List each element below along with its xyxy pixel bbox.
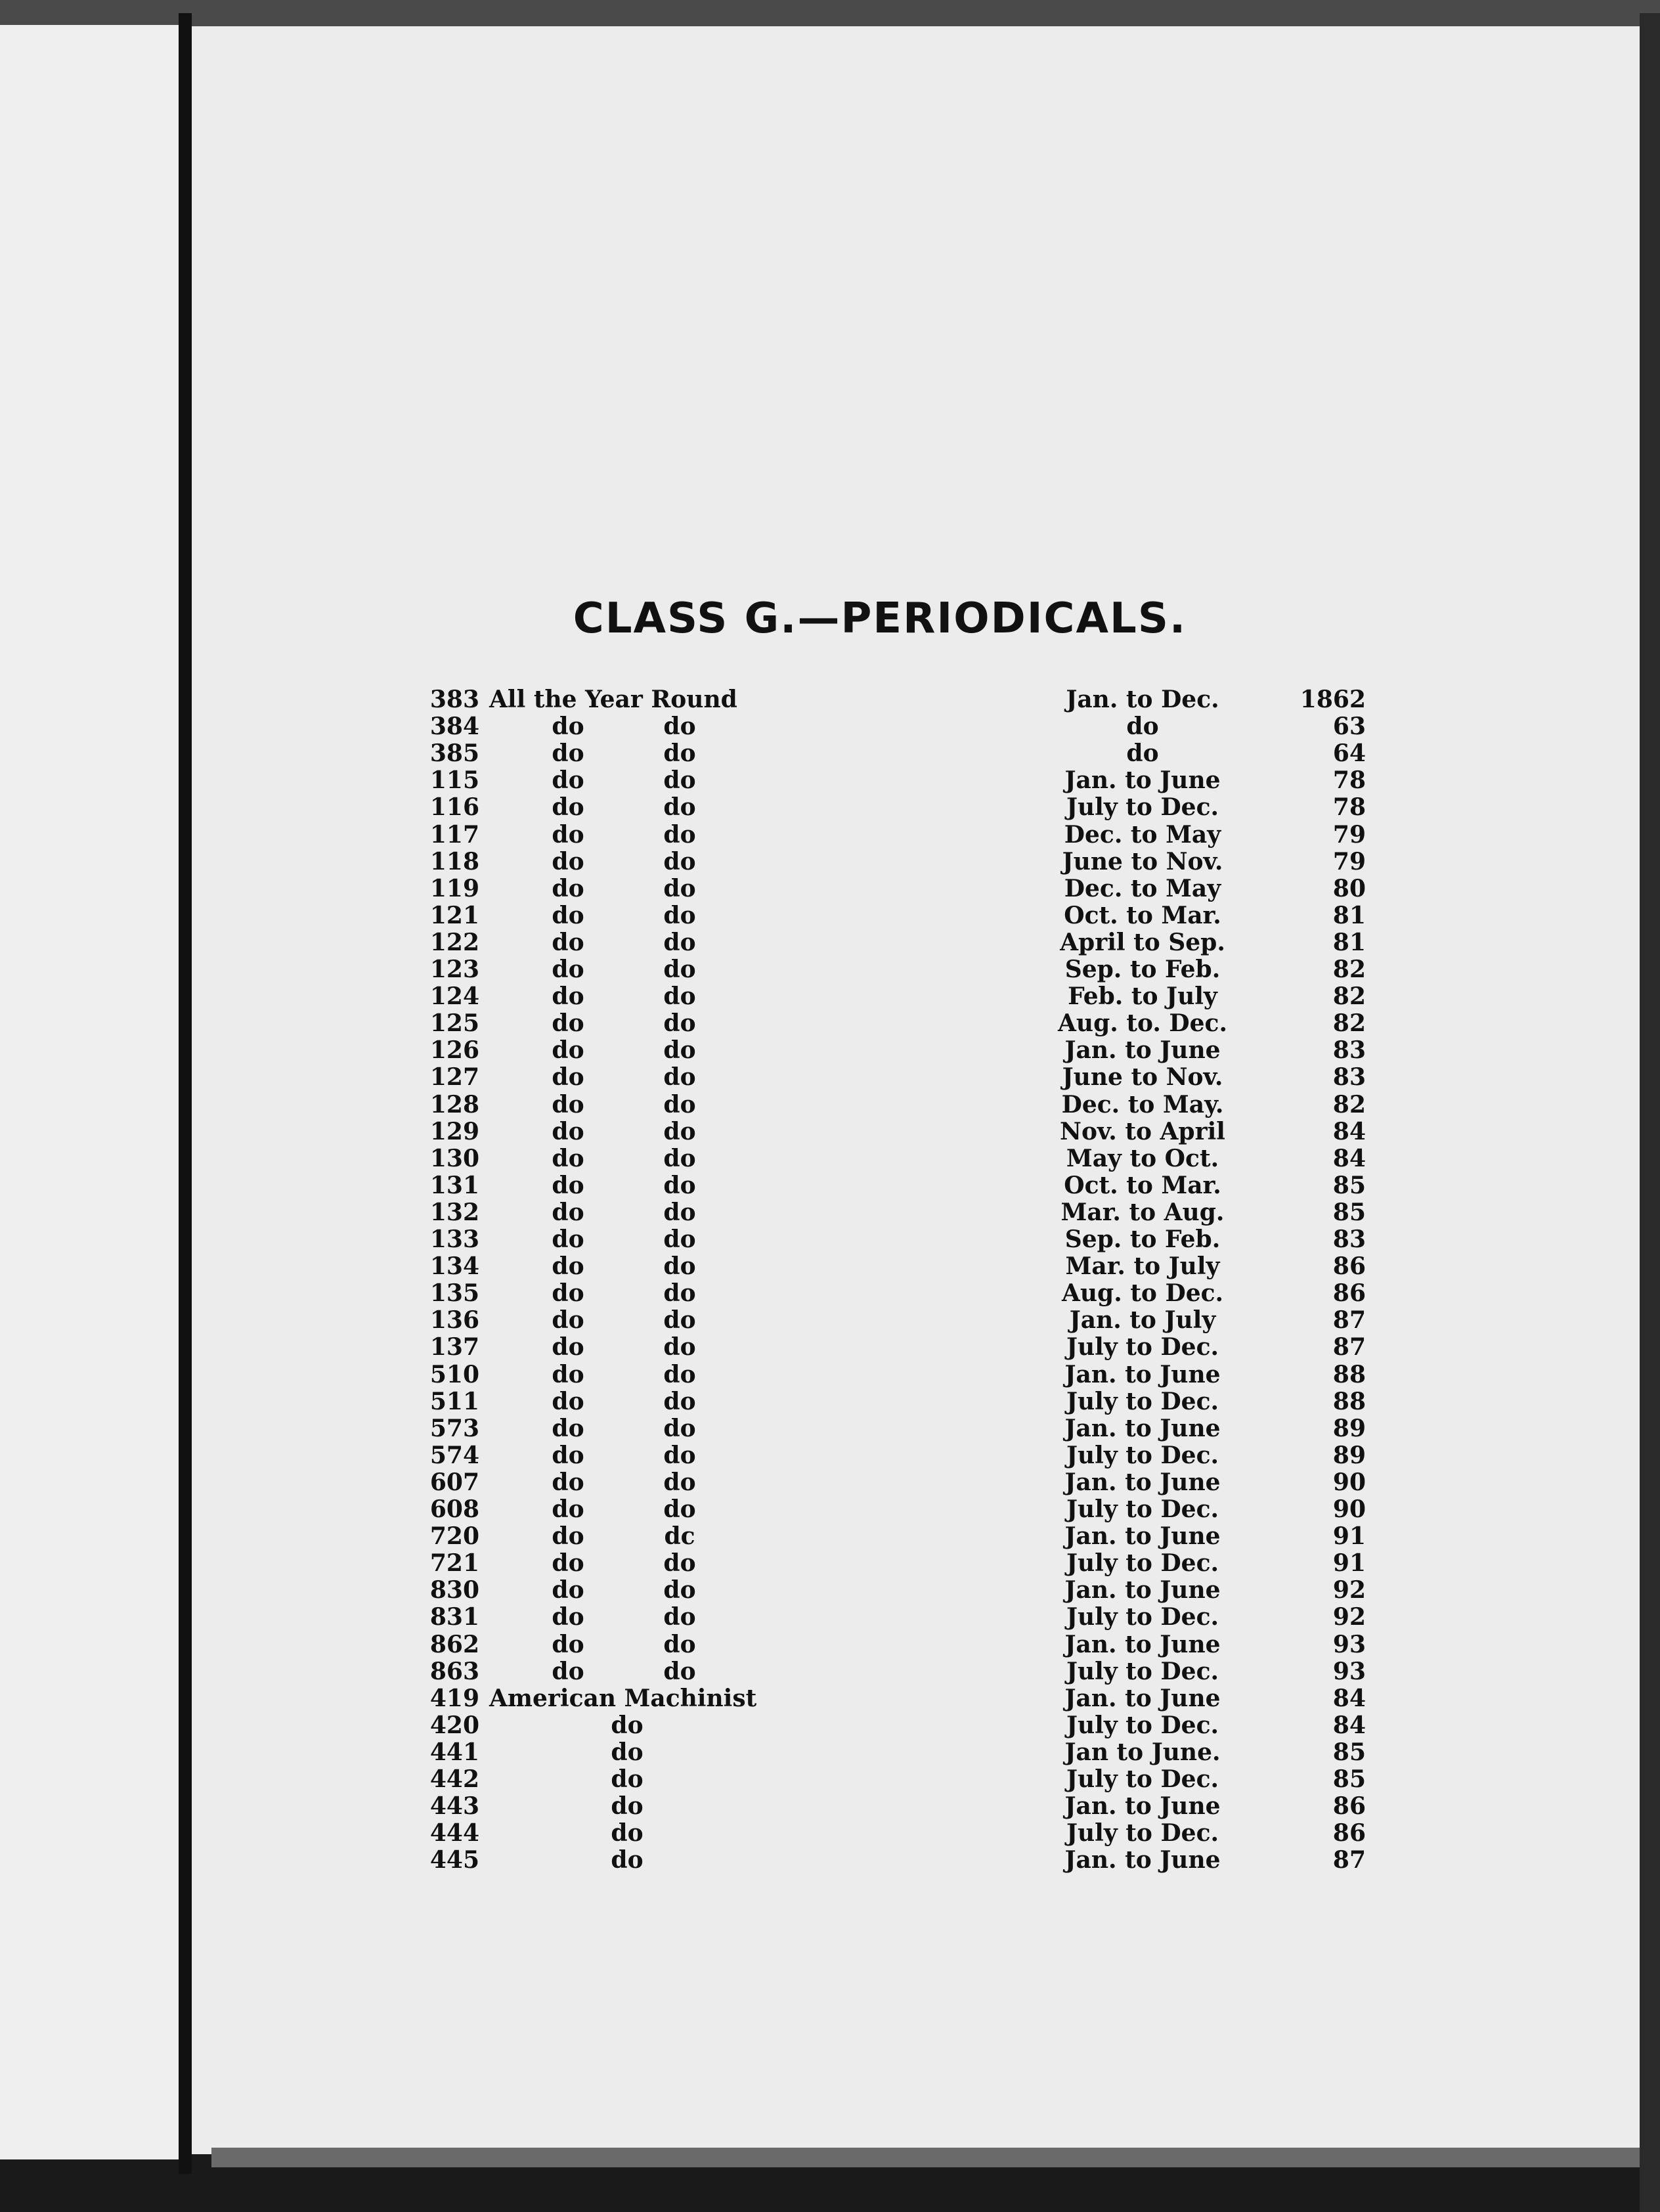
- periodical-title: do: [611, 1846, 644, 1874]
- date-range: July to Dec.: [1066, 1603, 1219, 1631]
- list-item: [0, 902, 1660, 929]
- volume-number: 419: [429, 1685, 479, 1712]
- year: 82: [1332, 956, 1366, 983]
- year: 85: [1332, 1765, 1366, 1793]
- date-range: do: [1126, 740, 1159, 767]
- ditto-mark: do: [552, 1252, 584, 1280]
- ditto-mark: do: [552, 1091, 584, 1118]
- ditto-mark: do: [663, 1658, 696, 1685]
- year: 85: [1332, 1172, 1366, 1199]
- year: 83: [1332, 1063, 1366, 1091]
- date-range: July to Dec.: [1066, 1819, 1219, 1847]
- ditto-mark: do: [552, 956, 584, 983]
- year: 82: [1332, 1091, 1366, 1118]
- ditto-mark: do: [552, 1549, 584, 1577]
- year: 91: [1332, 1522, 1366, 1550]
- periodical-title: do: [611, 1819, 644, 1847]
- year: 85: [1332, 1199, 1366, 1226]
- volume-number: 128: [429, 1091, 479, 1118]
- date-range: Oct. to Mar.: [1064, 1172, 1221, 1199]
- year: 92: [1332, 1603, 1366, 1631]
- year: 90: [1332, 1469, 1366, 1496]
- ditto-mark: do: [552, 929, 584, 956]
- ditto-mark: do: [552, 740, 584, 767]
- list-item: [0, 875, 1660, 902]
- ditto-mark: do: [663, 1603, 696, 1631]
- date-range: Jan. to June: [1064, 1361, 1221, 1388]
- volume-number: 117: [429, 821, 479, 849]
- ditto-mark: do: [552, 1522, 584, 1550]
- ditto-mark: do: [663, 1333, 696, 1361]
- date-range: July to Dec.: [1066, 1549, 1219, 1577]
- list-item: [0, 1280, 1660, 1307]
- ditto-mark: do: [552, 1442, 584, 1469]
- ditto-mark: do: [663, 1306, 696, 1334]
- year: 80: [1332, 875, 1366, 902]
- list-item: [0, 1496, 1660, 1523]
- volume-number: 136: [429, 1306, 479, 1334]
- list-item: [0, 1064, 1660, 1091]
- ditto-mark: do: [552, 1415, 584, 1442]
- list-item: [0, 849, 1660, 875]
- year: 79: [1332, 848, 1366, 875]
- year: 86: [1332, 1819, 1366, 1847]
- ditto-mark: do: [663, 713, 696, 740]
- date-range: July to Dec.: [1066, 1712, 1219, 1739]
- ditto-mark: do: [552, 1306, 584, 1334]
- periodical-title: do: [611, 1792, 644, 1820]
- list-item: [0, 1577, 1660, 1604]
- volume-number: 119: [429, 875, 479, 902]
- ditto-mark: do: [663, 1495, 696, 1523]
- ditto-mark: do: [663, 983, 696, 1010]
- ditto-mark: do: [663, 875, 696, 902]
- ditto-mark: do: [552, 1388, 584, 1415]
- date-range: Jan. to June: [1064, 1469, 1221, 1496]
- date-range: Jan. to June: [1064, 766, 1221, 794]
- list-item: [0, 1739, 1660, 1766]
- list-item: [0, 686, 1660, 713]
- date-range: Feb. to July: [1068, 983, 1217, 1010]
- list-item: [0, 1793, 1660, 1820]
- ditto-mark: do: [552, 766, 584, 794]
- date-range: Jan. to June: [1064, 1631, 1221, 1658]
- list-item: [0, 929, 1660, 956]
- volume-number: 441: [429, 1738, 479, 1766]
- ditto-mark: do: [663, 1063, 696, 1091]
- periodical-title: do: [611, 1738, 644, 1766]
- date-range: Nov. to April: [1060, 1118, 1225, 1145]
- volume-number: 445: [429, 1846, 479, 1874]
- year: 84: [1332, 1118, 1366, 1145]
- ditto-mark: do: [663, 1091, 696, 1118]
- year: 78: [1332, 766, 1366, 794]
- volume-number: 125: [429, 1009, 479, 1037]
- list-item: [0, 1631, 1660, 1658]
- ditto-mark: do: [663, 1118, 696, 1145]
- list-item: [0, 1712, 1660, 1739]
- date-range: Aug. to Dec.: [1061, 1279, 1224, 1307]
- date-range: Sep. to Feb.: [1064, 956, 1221, 983]
- ditto-mark: do: [552, 1279, 584, 1307]
- ditto-mark: do: [663, 1226, 696, 1253]
- year: 85: [1332, 1738, 1366, 1766]
- ditto-mark: do: [663, 848, 696, 875]
- year: 84: [1332, 1685, 1366, 1712]
- year: 87: [1332, 1306, 1366, 1334]
- year: 93: [1332, 1631, 1366, 1658]
- year: 93: [1332, 1658, 1366, 1685]
- ditto-mark: do: [552, 848, 584, 875]
- list-item: [0, 1361, 1660, 1388]
- date-range: Jan. to June: [1064, 1792, 1221, 1820]
- year: 86: [1332, 1792, 1366, 1820]
- list-item: [0, 1145, 1660, 1172]
- volume-number: 121: [429, 902, 479, 929]
- ditto-mark: do: [663, 793, 696, 821]
- date-range: Jan. to June: [1064, 1415, 1221, 1442]
- year: 81: [1332, 902, 1366, 929]
- date-range: July to Dec.: [1066, 1765, 1219, 1793]
- year: 87: [1332, 1846, 1366, 1874]
- volume-number: 122: [429, 929, 479, 956]
- list-item: [0, 1307, 1660, 1334]
- ditto-mark: do: [663, 821, 696, 849]
- list-item: [0, 1334, 1660, 1361]
- year: 63: [1332, 713, 1366, 740]
- list-item: [0, 1442, 1660, 1469]
- volume-number: 830: [429, 1576, 479, 1604]
- list-item: [0, 1766, 1660, 1793]
- date-range: Mar. to July: [1065, 1252, 1220, 1280]
- ditto-mark: do: [552, 1118, 584, 1145]
- ditto-mark: do: [552, 793, 584, 821]
- ditto-mark: do: [552, 1063, 584, 1091]
- ditto-mark: do: [552, 1199, 584, 1226]
- ditto-mark: do: [663, 1036, 696, 1064]
- volume-number: 444: [429, 1819, 479, 1847]
- ditto-mark: do: [663, 1415, 696, 1442]
- ditto-mark: do: [663, 1631, 696, 1658]
- ditto-mark: do: [663, 1172, 696, 1199]
- volume-number: 831: [429, 1603, 479, 1631]
- ditto-mark: do: [552, 1036, 584, 1064]
- volume-number: 123: [429, 956, 479, 983]
- periodical-title: do: [611, 1712, 644, 1739]
- date-range: July to Dec.: [1066, 793, 1219, 821]
- year: 79: [1332, 821, 1366, 849]
- ditto-mark: do: [663, 1279, 696, 1307]
- volume-number: 510: [429, 1361, 479, 1388]
- page-title: CLASS G.—PERIODICALS.: [573, 594, 1187, 643]
- ditto-mark: do: [663, 1388, 696, 1415]
- date-range: June to Nov.: [1062, 1063, 1223, 1091]
- volume-number: 863: [429, 1658, 479, 1685]
- ditto-mark: do: [552, 1172, 584, 1199]
- ditto-mark: do: [663, 1361, 696, 1388]
- ditto-mark: do: [552, 1658, 584, 1685]
- periodical-title: All the Year Round: [489, 686, 737, 713]
- list-item: [0, 740, 1660, 767]
- volume-number: 721: [429, 1549, 479, 1577]
- ditto-mark: do: [663, 956, 696, 983]
- date-range: July to Dec.: [1066, 1388, 1219, 1415]
- volume-number: 130: [429, 1145, 479, 1172]
- list-item: [0, 1037, 1660, 1064]
- date-range: Jan. to June: [1064, 1846, 1221, 1874]
- ditto-mark: do: [552, 1603, 584, 1631]
- volume-number: 862: [429, 1631, 479, 1658]
- year: 78: [1332, 793, 1366, 821]
- list-item: [0, 1388, 1660, 1415]
- volume-number: 126: [429, 1036, 479, 1064]
- ditto-mark: do: [552, 1361, 584, 1388]
- volume-number: 383: [429, 686, 479, 713]
- date-range: Jan. to June: [1064, 1576, 1221, 1604]
- ditto-mark: do: [552, 1469, 584, 1496]
- list-item: [0, 1820, 1660, 1847]
- date-range: July to Dec.: [1066, 1658, 1219, 1685]
- date-range: April to Sep.: [1060, 929, 1225, 956]
- periodical-title: do: [611, 1765, 644, 1793]
- volume-number: 115: [429, 766, 479, 794]
- ditto-mark: do: [552, 875, 584, 902]
- ditto-mark: do: [552, 821, 584, 849]
- date-range: Jan. to June: [1064, 1036, 1221, 1064]
- ditto-mark: do: [663, 1549, 696, 1577]
- volume-number: 132: [429, 1199, 479, 1226]
- date-range: Dec. to May.: [1061, 1091, 1224, 1118]
- ditto-mark: do: [552, 1631, 584, 1658]
- ditto-mark: do: [663, 1199, 696, 1226]
- date-range: Jan. to June: [1064, 1522, 1221, 1550]
- ditto-mark: do: [663, 740, 696, 767]
- ditto-mark: do: [663, 1252, 696, 1280]
- list-item: [0, 1658, 1660, 1685]
- list-item: [0, 1685, 1660, 1712]
- volume-number: 511: [429, 1388, 479, 1415]
- volume-number: 135: [429, 1279, 479, 1307]
- volume-number: 574: [429, 1442, 479, 1469]
- volume-number: 127: [429, 1063, 479, 1091]
- volume-number: 442: [429, 1765, 479, 1793]
- volume-number: 131: [429, 1172, 479, 1199]
- ditto-mark: do: [663, 1576, 696, 1604]
- year: 88: [1332, 1361, 1366, 1388]
- volume-number: 137: [429, 1333, 479, 1361]
- year: 86: [1332, 1252, 1366, 1280]
- date-range: Jan. to Dec.: [1066, 686, 1219, 713]
- volume-number: 607: [429, 1469, 479, 1496]
- year: 84: [1332, 1712, 1366, 1739]
- date-range: July to Dec.: [1066, 1333, 1219, 1361]
- volume-number: 608: [429, 1495, 479, 1523]
- scan-top-edge: [0, 0, 1660, 26]
- year: 89: [1332, 1415, 1366, 1442]
- year: 92: [1332, 1576, 1366, 1604]
- date-range: July to Dec.: [1066, 1495, 1219, 1523]
- list-item: [0, 1010, 1660, 1037]
- ditto-mark: do: [552, 1333, 584, 1361]
- date-range: Jan to June.: [1064, 1738, 1221, 1766]
- volume-number: 720: [429, 1522, 479, 1550]
- ditto-mark: do: [552, 1009, 584, 1037]
- volume-number: 133: [429, 1226, 479, 1253]
- volume-number: 385: [429, 740, 479, 767]
- ditto-mark: do: [552, 713, 584, 740]
- list-item: [0, 1092, 1660, 1118]
- ditto-mark: do: [663, 1469, 696, 1496]
- list-item: [0, 983, 1660, 1010]
- date-range: July to Dec.: [1066, 1442, 1219, 1469]
- ditto-mark: do: [663, 1145, 696, 1172]
- ditto-mark: do: [552, 983, 584, 1010]
- ditto-mark: do: [663, 766, 696, 794]
- date-range: Jan. to June: [1064, 1685, 1221, 1712]
- list-item: [0, 956, 1660, 983]
- ditto-mark: do: [552, 1226, 584, 1253]
- year: 84: [1332, 1145, 1366, 1172]
- list-item: [0, 767, 1660, 794]
- list-item: [0, 1604, 1660, 1631]
- year: 64: [1332, 740, 1366, 767]
- year: 81: [1332, 929, 1366, 956]
- volume-number: 443: [429, 1792, 479, 1820]
- list-item: [0, 1523, 1660, 1550]
- ditto-mark: do: [663, 929, 696, 956]
- volume-number: 134: [429, 1252, 479, 1280]
- list-item: [0, 1415, 1660, 1442]
- ditto-mark: do: [663, 1442, 696, 1469]
- periodical-title: American Machinist: [489, 1685, 757, 1712]
- ditto-mark: do: [663, 1009, 696, 1037]
- ditto-mark: do: [552, 902, 584, 929]
- list-item: [0, 1253, 1660, 1280]
- ditto-mark: do: [663, 902, 696, 929]
- list-item: [0, 1469, 1660, 1496]
- date-range: June to Nov.: [1062, 848, 1223, 875]
- volume-number: 573: [429, 1415, 479, 1442]
- page-bottom-shadow: [211, 2148, 1640, 2167]
- list-item: [0, 1118, 1660, 1145]
- date-range: Sep. to Feb.: [1064, 1226, 1221, 1253]
- list-item: [0, 1550, 1660, 1577]
- date-range: Dec. to May: [1064, 875, 1221, 902]
- year: 82: [1332, 1009, 1366, 1037]
- year: 89: [1332, 1442, 1366, 1469]
- volume-number: 118: [429, 848, 479, 875]
- year: 88: [1332, 1388, 1366, 1415]
- list-item: [0, 1847, 1660, 1874]
- date-range: Dec. to May: [1064, 821, 1221, 849]
- date-range: Jan. to July: [1069, 1306, 1216, 1334]
- year: 86: [1332, 1279, 1366, 1307]
- date-range: Oct. to Mar.: [1064, 902, 1221, 929]
- ditto-mark: do: [552, 1145, 584, 1172]
- year: 82: [1332, 983, 1366, 1010]
- volume-number: 420: [429, 1712, 479, 1739]
- list-item: [0, 794, 1660, 821]
- volume-number: 124: [429, 983, 479, 1010]
- year: 83: [1332, 1226, 1366, 1253]
- volume-number: 384: [429, 713, 479, 740]
- list-item: [0, 1199, 1660, 1226]
- ditto-mark: do: [552, 1495, 584, 1523]
- volume-number: 116: [429, 793, 479, 821]
- year: 1862: [1300, 686, 1366, 713]
- date-range: May to Oct.: [1066, 1145, 1219, 1172]
- year: 90: [1332, 1495, 1366, 1523]
- year: 83: [1332, 1036, 1366, 1064]
- list-item: [0, 1226, 1660, 1253]
- list-item: [0, 822, 1660, 849]
- date-range: Aug. to. Dec.: [1058, 1009, 1227, 1037]
- date-range: do: [1126, 713, 1159, 740]
- volume-number: 129: [429, 1118, 479, 1145]
- year: 87: [1332, 1333, 1366, 1361]
- date-range: Mar. to Aug.: [1060, 1199, 1225, 1226]
- ditto-mark: do: [552, 1576, 584, 1604]
- year: 91: [1332, 1549, 1366, 1577]
- ditto-mark: dc: [664, 1522, 695, 1550]
- list-item: [0, 713, 1660, 740]
- list-item: [0, 1172, 1660, 1199]
